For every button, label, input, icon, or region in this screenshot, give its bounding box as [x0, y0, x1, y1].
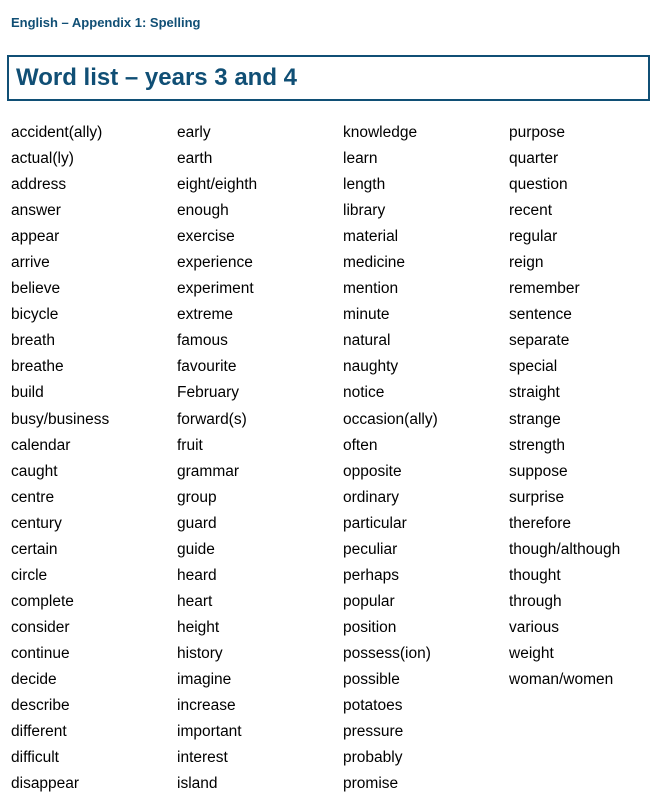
word-item: arrive	[11, 254, 50, 272]
word-item: heard	[177, 566, 217, 584]
word-item: interest	[177, 749, 228, 767]
word-item: naughty	[343, 358, 399, 376]
word-item: notice	[343, 384, 385, 402]
word-column	[509, 122, 620, 695]
word-item: separate	[509, 332, 570, 350]
word-item: often	[343, 436, 378, 454]
word-item: reign	[509, 254, 544, 272]
word-item: consider	[11, 618, 70, 636]
word-item: popular	[343, 592, 395, 610]
document-section-header: English – Appendix 1: Spelling	[11, 15, 201, 30]
word-item: opposite	[343, 462, 402, 480]
word-item: perhaps	[343, 566, 400, 584]
word-item: favourite	[177, 358, 237, 376]
word-item: important	[177, 723, 242, 741]
word-item: actual(ly)	[11, 150, 74, 168]
word-item: century	[11, 514, 62, 532]
word-item: quarter	[509, 150, 559, 168]
word-item: grammar	[177, 462, 240, 480]
word-item: thought	[509, 566, 561, 584]
word-item: breath	[11, 332, 55, 350]
word-item: woman/women	[509, 670, 614, 688]
word-item: famous	[177, 332, 228, 350]
word-item: certain	[11, 540, 58, 558]
word-item: therefore	[509, 514, 572, 532]
word-item: experience	[177, 254, 253, 272]
word-item: breathe	[11, 358, 64, 376]
word-item: medicine	[343, 254, 406, 272]
word-item: heart	[177, 592, 213, 610]
word-item: extreme	[177, 306, 233, 324]
word-item: material	[343, 228, 399, 246]
word-item: mention	[343, 280, 399, 298]
word-item: position	[343, 618, 397, 636]
word-item: history	[177, 644, 223, 662]
word-item: possible	[343, 670, 400, 688]
word-item: learn	[343, 150, 378, 168]
word-item: various	[509, 618, 559, 636]
word-item: enough	[177, 202, 229, 220]
word-column	[177, 122, 257, 799]
word-item: continue	[11, 644, 70, 662]
word-item: straight	[509, 384, 560, 402]
word-item: suppose	[509, 462, 568, 480]
word-item: probably	[343, 749, 403, 767]
word-item: bicycle	[11, 306, 59, 324]
word-item: build	[11, 384, 44, 402]
word-item: island	[177, 775, 218, 793]
word-item: occasion(ally)	[343, 410, 438, 428]
word-item: complete	[11, 592, 74, 610]
word-item: natural	[343, 332, 391, 350]
word-item: forward(s)	[177, 410, 247, 428]
word-item: guide	[177, 540, 215, 558]
word-item: minute	[343, 306, 390, 324]
word-column	[343, 122, 438, 799]
word-item: length	[343, 176, 386, 194]
word-item: believe	[11, 280, 61, 298]
word-item: exercise	[177, 228, 235, 246]
word-item: weight	[509, 644, 554, 662]
word-item: peculiar	[343, 540, 398, 558]
word-item: answer	[11, 202, 61, 220]
word-item: calendar	[11, 436, 71, 454]
word-item: height	[177, 618, 220, 636]
word-item: experiment	[177, 280, 254, 298]
word-item: circle	[11, 566, 48, 584]
word-item: eight/eighth	[177, 176, 258, 194]
word-item: earth	[177, 150, 213, 168]
word-item: strange	[509, 410, 561, 428]
word-item: busy/business	[11, 410, 110, 428]
word-item: February	[177, 384, 240, 402]
word-item: address	[11, 176, 67, 194]
word-column	[11, 122, 109, 799]
word-item: guard	[177, 514, 217, 532]
word-item: sentence	[509, 306, 572, 324]
word-item: fruit	[177, 436, 203, 454]
word-item: recent	[509, 202, 553, 220]
title-box	[7, 55, 650, 101]
word-item: potatoes	[343, 697, 403, 715]
page-title: Word list – years 3 and 4	[16, 64, 298, 91]
word-item: special	[509, 358, 558, 376]
word-item: through	[509, 592, 562, 610]
word-item: though/although	[509, 540, 621, 558]
word-item: strength	[509, 436, 566, 454]
word-item: early	[177, 124, 211, 141]
word-item: different	[11, 723, 67, 741]
word-item: pressure	[343, 723, 404, 741]
word-item: disappear	[11, 775, 80, 793]
word-item: increase	[177, 697, 236, 715]
word-item: regular	[509, 228, 558, 246]
word-item: imagine	[177, 670, 232, 688]
word-item: purpose	[509, 124, 566, 141]
word-item: promise	[343, 775, 399, 793]
word-item: question	[509, 176, 568, 194]
word-item: describe	[11, 697, 70, 715]
word-item: centre	[11, 488, 55, 506]
word-item: ordinary	[343, 488, 399, 506]
word-item: particular	[343, 514, 407, 532]
word-item: possess(ion)	[343, 644, 431, 662]
word-item: accident(ally)	[11, 124, 103, 141]
word-item: group	[177, 488, 217, 506]
word-item: remember	[509, 280, 580, 298]
word-item: appear	[11, 228, 60, 246]
word-item: decide	[11, 670, 57, 688]
word-item: library	[343, 202, 386, 220]
word-item: knowledge	[343, 124, 418, 141]
word-item: surprise	[509, 488, 565, 506]
word-item: difficult	[11, 749, 59, 767]
word-item: caught	[11, 462, 58, 480]
